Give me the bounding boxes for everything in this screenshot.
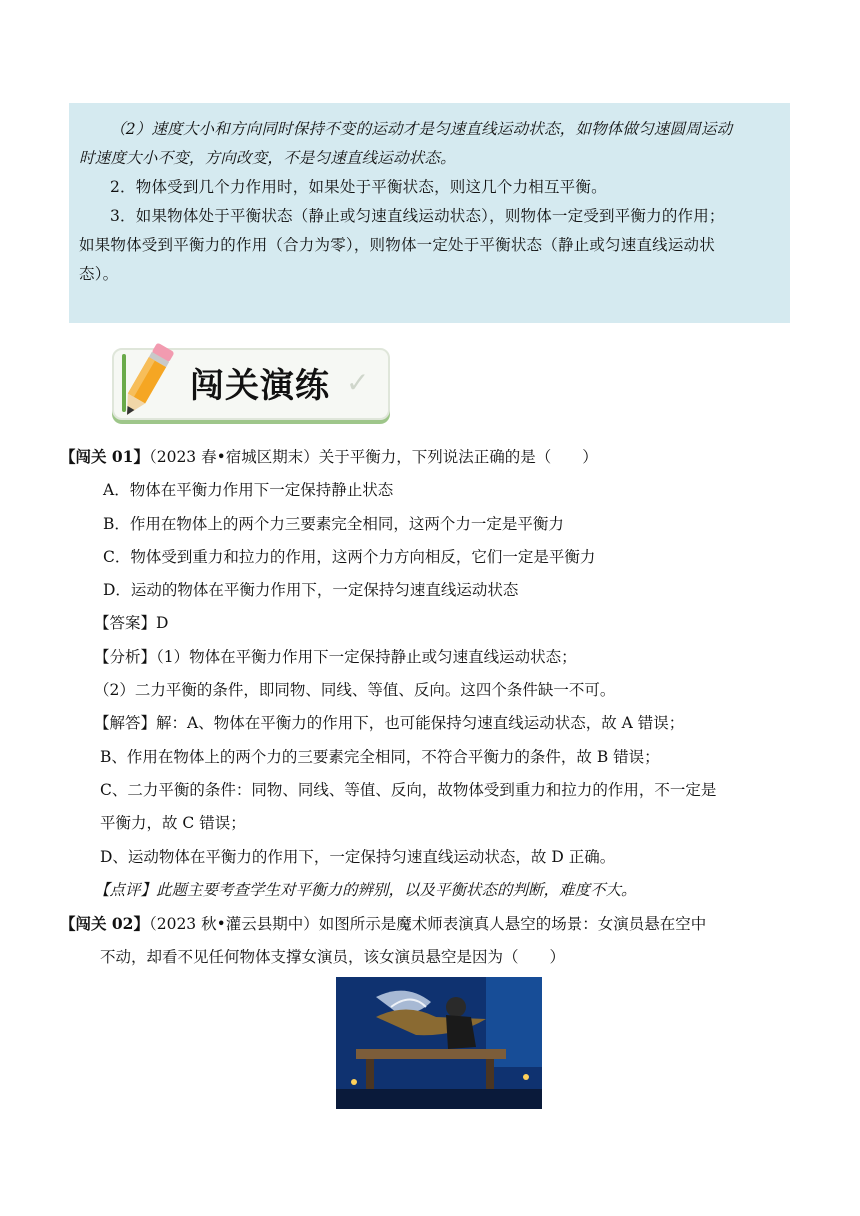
question-tag: 【闯关 02】 (60, 914, 149, 934)
question-list (60, 440, 790, 975)
option-d: D．运动的物体在平衡力作用下，一定保持匀速直线运动状态 (103, 581, 519, 600)
option-b: B．作用在物体上的两个力三要素完全相同，这两个力一定是平衡力 (103, 514, 564, 533)
comment: 【点评】此题主要考查学生对平衡力的辨别，以及平衡状态的判断，难度不大。 (94, 880, 637, 899)
question-stem-cont: 不动，却看不见任何物体支撑女演员，该女演员悬空是因为（ ） (100, 948, 566, 967)
note-line: 时速度大小不变，方向改变，不是匀速直线运动状态。 (79, 149, 456, 167)
answer: 【答案】D (94, 614, 169, 633)
question-1-header (60, 440, 790, 474)
note-line: 如果物体受到平衡力的作用（合力为零），则物体一定处于平衡状态（静止或匀速直线运动状 (79, 236, 715, 254)
pencil-icon (106, 340, 186, 424)
option-c: C．物体受到重力和拉力的作用，这两个力方向相反，它们一定是平衡力 (103, 547, 596, 566)
solution-line: 平衡力，故 C 错误； (100, 814, 246, 833)
solution-line: D、运动物体在平衡力的作用下，一定保持匀速直线运动状态，故 D 正确。 (100, 847, 616, 866)
analysis-line: 【分析】（1）物体在平衡力作用下一定保持静止或匀速直线运动状态； (94, 647, 577, 666)
note-line: 态）。 (79, 265, 119, 283)
solution-line: 【解答】解：A、物体在平衡力的作用下，也可能保持匀速直线运动状态，故 A 错误； (94, 714, 685, 733)
analysis-line: （2）二力平衡的条件，即同物、同线、等值、反向。这四个条件缺一不可。 (94, 681, 616, 700)
note-line: 3．如果物体处于平衡状态（静止或匀速直线运动状态），则物体一定受到平衡力的作用； (110, 207, 725, 225)
question-tag: 【闯关 01】 (60, 447, 149, 466)
check-icon: ✓ (346, 366, 370, 399)
solution-line: B、作用在物体上的两个力的三要素完全相同，不符合平衡力的条件，故 B 错误； (100, 747, 660, 766)
section-banner (106, 340, 390, 424)
photo-illustration (336, 977, 542, 1109)
solution-line: C、二力平衡的条件：同物、同线、等值、反向，故物体受到重力和拉力的作用，不一定是 (100, 780, 717, 799)
question-stem: （2023 秋•灌云县期中）如图所示是魔术师表演真人悬空的场景：女演员悬在空中 (148, 915, 707, 934)
magic-show-photo (336, 977, 542, 1109)
question-2-header (60, 907, 790, 941)
question-stem: （2023 春•宿城区期末）关于平衡力，下列说法正确的是（ ） (148, 448, 598, 466)
banner-title: 闯关演练 (190, 366, 330, 406)
note-line: 2．物体受到几个力作用时，如果处于平衡状态，则这几个力相互平衡。 (110, 178, 607, 196)
option-a: A．物体在平衡力作用下一定保持静止状态 (103, 481, 394, 500)
note-line: （2）速度大小和方向同时保持不变的运动才是匀速直线运动状态，如物体做匀速圆周运动 (110, 120, 733, 138)
knowledge-note-box (69, 103, 790, 323)
